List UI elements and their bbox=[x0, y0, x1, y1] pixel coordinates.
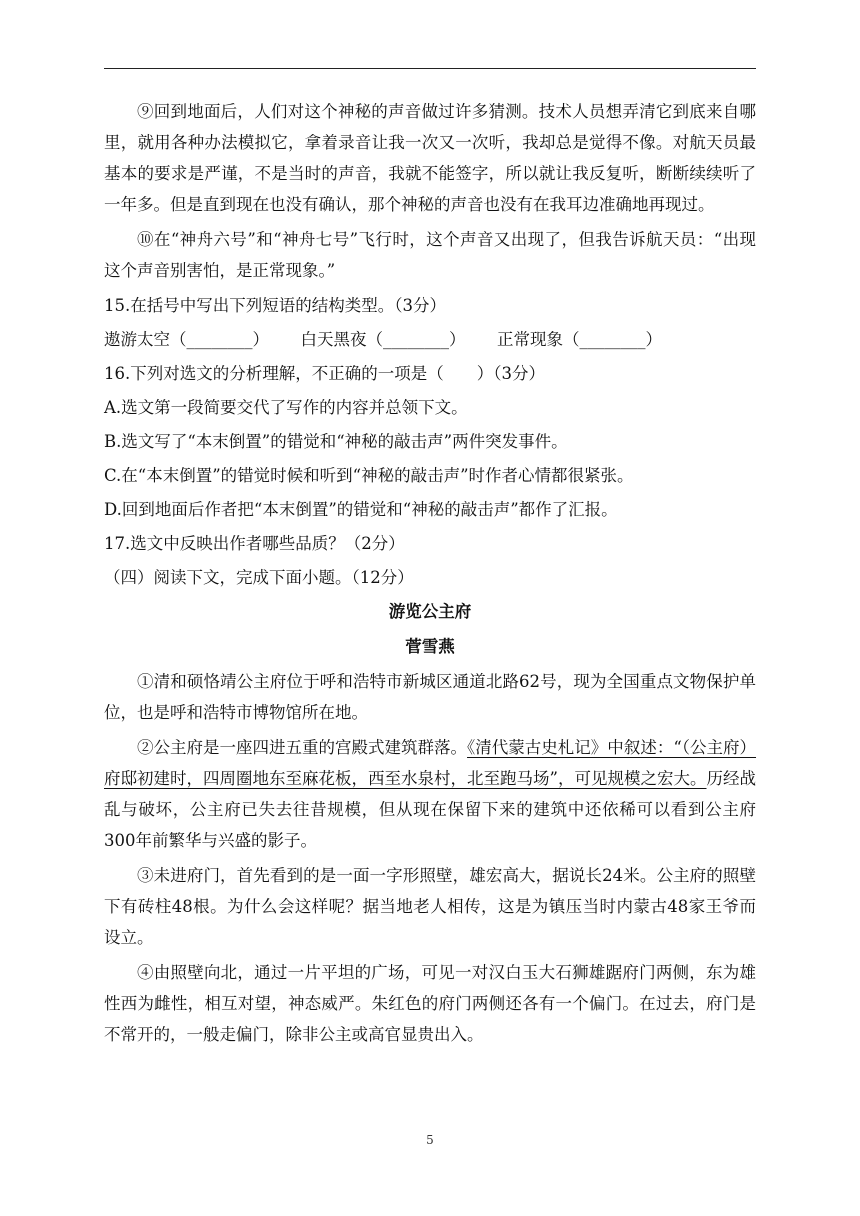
q15-item-3: 正常现象（________） bbox=[496, 330, 662, 349]
q16-option-b: B.选文写了“本末倒置”的错觉和“神秘的敲击声”两件突发事件。 bbox=[104, 432, 568, 451]
q16-option-a: A.选文第一段简要交代了写作的内容并总领下文。 bbox=[104, 398, 468, 417]
article-author: 菅雪燕 bbox=[405, 637, 455, 656]
header-rule bbox=[104, 68, 756, 69]
p2-text-after: 历经战乱与破坏，公主府已失去往昔规模，但从现在保留下来的建筑中还依稀可以看到公主府300年前繁华与兴盛的影子。 bbox=[104, 769, 757, 850]
p2-underlined-quote: 《清代蒙古史札记》中叙述：“（公主府）府邸初建时，四周圈地东至麻花板，西至水泉村，北至跑马场”，可见规模之宏大。 bbox=[104, 738, 757, 788]
question-16-stem: 16.下列对选文的分析理解，不正确的一项是（ ）（3分） bbox=[104, 364, 545, 383]
p2-text-before: ②公主府是一座四进五重的宫殿式建筑群落。 bbox=[137, 738, 468, 757]
question-17-stem: 17.选文中反映出作者哪些品质？（2分） bbox=[104, 534, 405, 553]
q16-option-c: C.在“本末倒置”的错觉时候和听到“神秘的敲击声”时作者心情都很紧张。 bbox=[104, 466, 634, 485]
article-paragraph-2 bbox=[104, 732, 756, 856]
q15-item-1: 遨游太空（________） bbox=[104, 330, 269, 349]
page-number: 5 bbox=[426, 1133, 434, 1147]
q15-item-2: 白天黑夜（________） bbox=[300, 330, 466, 349]
article-paragraph-3: ③未进府门，首先看到的是一面一字形照壁，雄宏高大，据说长24米。公主府的照壁下有砖柱48根。为什么会这样呢？据当地老人相传，这是为镇压当时内蒙古48家王爷而设立。 bbox=[104, 866, 756, 947]
question-15-items bbox=[104, 324, 756, 355]
paragraph-9: ⑨回到地面后，人们对这个神秘的声音做过许多猜测。技术人员想弄清它到底来自哪里，就用各种办法模拟它，拿着录音让我一次又一次听，我却总是觉得不像。对航天员最基本的要求是严谨，不是当时的声音，我就不能签字，所以就让我反复听，断断续续听了一年多。但是直到现在也没有确认，那个神秘的声音也没有在我耳边准确地再现过。 bbox=[104, 102, 756, 214]
paragraph-10: ⑩在“神舟六号”和“神舟七号”飞行时，这个声音又出现了，但我告诉航天员：“出现这个声音别害怕，是正常现象。” bbox=[104, 230, 756, 280]
section-4-heading: （四）阅读下文，完成下面小题。（12分） bbox=[104, 568, 414, 587]
article-title: 游览公主府 bbox=[388, 602, 472, 621]
article-paragraph-4: ④由照壁向北，通过一片平坦的广场，可见一对汉白玉大石狮雄踞府门两侧，东为雄性西为雌性，相互对望，神态威严。朱红色的府门两侧还各有一个偏门。在过去，府门是不常开的，一般走偏门，除非公主或高官显贵出入。 bbox=[104, 963, 756, 1044]
article-paragraph-1: ①清和硕恪靖公主府位于呼和浩特市新城区通道北路62号，现为全国重点文物保护单位，也是呼和浩特市博物馆所在地。 bbox=[104, 672, 756, 722]
question-15-stem: 15.在括号中写出下列短语的结构类型。（3分） bbox=[104, 296, 446, 315]
q16-option-d: D.回到地面后作者把“本末倒置”的错觉和“神秘的敲击声”都作了汇报。 bbox=[104, 500, 618, 519]
page-content bbox=[104, 96, 756, 1054]
